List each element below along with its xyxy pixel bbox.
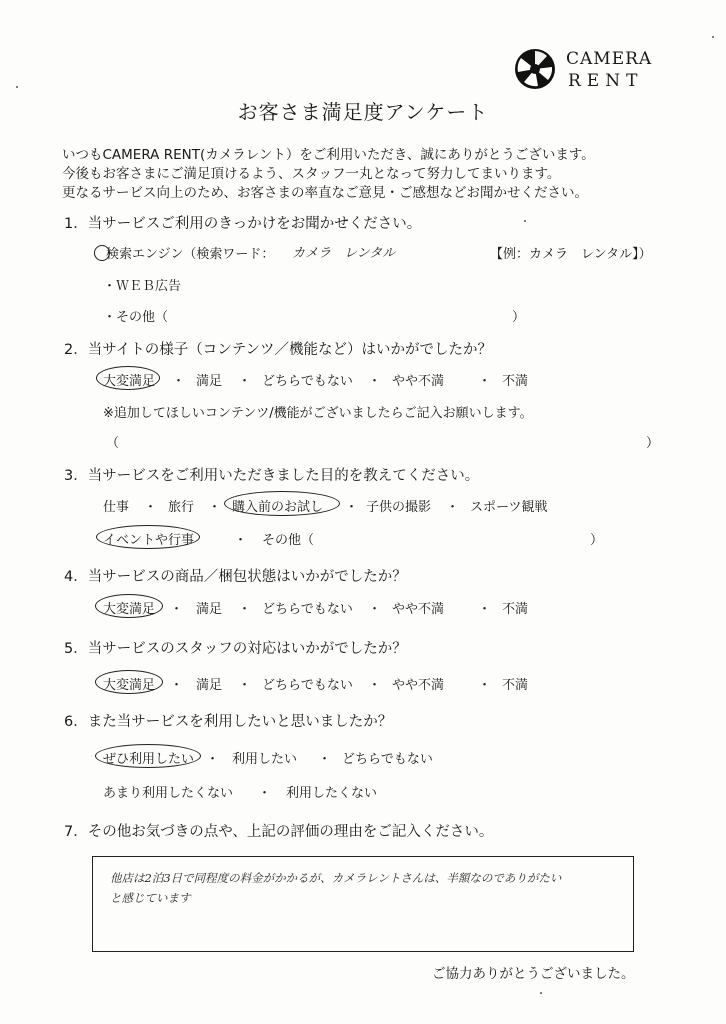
q3-separator: ・ (446, 500, 460, 515)
comment-handwritten-line-1: 他店は2泊3日で同程度の料金がかかるが、カメラレントさんは、半額なのでありがたい (110, 871, 562, 885)
question-1: 1．当サービスご利用のきっかけをお聞かせください。 (64, 216, 422, 232)
question-5: 5．当サービスのスタッフの対応はいかがでしたか？ (64, 641, 407, 657)
q6-option-would-not[interactable]: 利用したくない (286, 786, 378, 801)
q2-option-somewhat-dissatisfied[interactable]: やや不満 (392, 374, 445, 389)
q5-separator: ・ (170, 678, 184, 693)
q1-option-other[interactable]: ・その他（ (103, 310, 169, 325)
q4-option-dissatisfied[interactable]: 不満 (502, 602, 529, 617)
logo-text-rent: RENT (568, 71, 644, 91)
q4-option-somewhat-dissatisfied[interactable]: やや不満 (392, 602, 445, 617)
question-2: 2．当サイトの様子（コンテンツ／機能など）はいかがでしたか？ (64, 342, 492, 358)
q6-separator: ・ (206, 752, 220, 767)
q6-option-would-use[interactable]: 利用したい (232, 752, 298, 767)
q4-separator: ・ (170, 602, 184, 617)
q2-separator: ・ (368, 374, 382, 389)
q2-separator: ・ (238, 374, 252, 389)
q5-option-somewhat-dissatisfied[interactable]: やや不満 (392, 678, 445, 693)
intro-line-2: 今後もお客さまにご満足頂けるよう、スタッフ一丸となって努力してまいります。 (62, 166, 561, 182)
q2-option-dissatisfied[interactable]: 不満 (502, 374, 529, 389)
q1-option-search-engine[interactable]: 検索エンジン（検索ワード： (106, 247, 275, 262)
q3-option-event[interactable]: イベントや行事 (103, 533, 195, 548)
q3-close-paren: ） (590, 533, 604, 548)
q1-example-text: 【例：カメラ レンタル】） (490, 247, 652, 262)
comment-handwritten-line-2: と感じています (110, 891, 191, 905)
q3-separator: ・ (345, 500, 359, 515)
scan-speck (16, 86, 18, 88)
intro-line-1: いつもCAMERA RENT(カメラレント）をご利用いただき、誠にありがとうございます。 (62, 147, 595, 163)
page-title: お客さま満足度アンケート (237, 100, 489, 124)
q3-option-kids-photo[interactable]: 子供の撮影 (366, 500, 432, 515)
camera-aperture-logo-icon (514, 48, 556, 90)
q4-separator: ・ (238, 602, 252, 617)
q6-separator: ・ (258, 786, 272, 801)
q5-separator: ・ (238, 678, 252, 693)
q6-option-definitely[interactable]: ぜひ利用したい (103, 752, 195, 767)
q5-option-very-satisfied[interactable]: 大変満足 (103, 678, 156, 693)
q2-close-paren: ） (646, 436, 660, 451)
q4-separator: ・ (478, 602, 492, 617)
q2-option-very-satisfied[interactable]: 大変満足 (103, 374, 156, 389)
q3-option-sports[interactable]: スポーツ観戦 (470, 500, 548, 515)
q2-note: ※追加してほしいコンテンツ/機能がございましたらご記入お願いします。 (103, 406, 533, 421)
thank-you-text: ご協力ありがとうございました。 (432, 966, 635, 982)
q3-separator: ・ (234, 533, 248, 548)
question-4: 4．当サービスの商品／梱包状態はいかがでしたか？ (64, 569, 407, 585)
q5-separator: ・ (478, 678, 492, 693)
q2-separator: ・ (172, 374, 186, 389)
intro-line-3: 更なるサービス向上のため、お客さまの率直なご意見・ご感想などお聞かせください。 (62, 185, 588, 201)
q5-option-neutral[interactable]: どちらでもない (262, 678, 353, 693)
q2-open-paren: （ (106, 436, 120, 451)
q1-option-web-ad[interactable]: ・ＷＥＢ広告 (103, 279, 182, 294)
scan-speck (524, 220, 526, 222)
q6-option-neutral[interactable]: どちらでもない (342, 752, 433, 767)
question-3: 3．当サービスをご利用いただきました目的を教えてください。 (64, 468, 480, 484)
q3-option-travel[interactable]: 旅行 (168, 500, 195, 515)
q3-separator: ・ (208, 500, 222, 515)
q6-separator: ・ (318, 752, 332, 767)
scan-speck (540, 992, 542, 994)
q4-option-satisfied[interactable]: 満足 (196, 602, 223, 617)
q5-option-dissatisfied[interactable]: 不満 (502, 678, 529, 693)
q5-option-satisfied[interactable]: 満足 (196, 678, 223, 693)
scan-speck (712, 36, 714, 38)
q3-separator: ・ (144, 500, 158, 515)
q4-option-neutral[interactable]: どちらでもない (262, 602, 353, 617)
q3-option-trial-before-purchase[interactable]: 購入前のお試し (232, 500, 324, 515)
q3-option-work[interactable]: 仕事 (103, 500, 130, 515)
q4-option-very-satisfied[interactable]: 大変満足 (103, 602, 156, 617)
q1-close-paren: ） (512, 310, 526, 325)
q6-option-rather-not[interactable]: あまり利用したくない (103, 786, 234, 801)
q2-separator: ・ (478, 374, 492, 389)
q4-separator: ・ (368, 602, 382, 617)
question-6: 6．また当サービスを利用したいと思いましたか？ (64, 714, 393, 730)
q2-option-neutral[interactable]: どちらでもない (262, 374, 353, 389)
q2-option-satisfied[interactable]: 満足 (196, 374, 223, 389)
q5-separator: ・ (368, 678, 382, 693)
q3-option-other[interactable]: その他（ (262, 533, 315, 548)
question-7: 7．その他お気づきの点や、上記の評価の理由をご記入ください。 (64, 824, 494, 840)
q1-search-word-handwritten: カメラ レンタル (292, 246, 396, 261)
logo-text-camera: CAMERA (566, 49, 653, 69)
